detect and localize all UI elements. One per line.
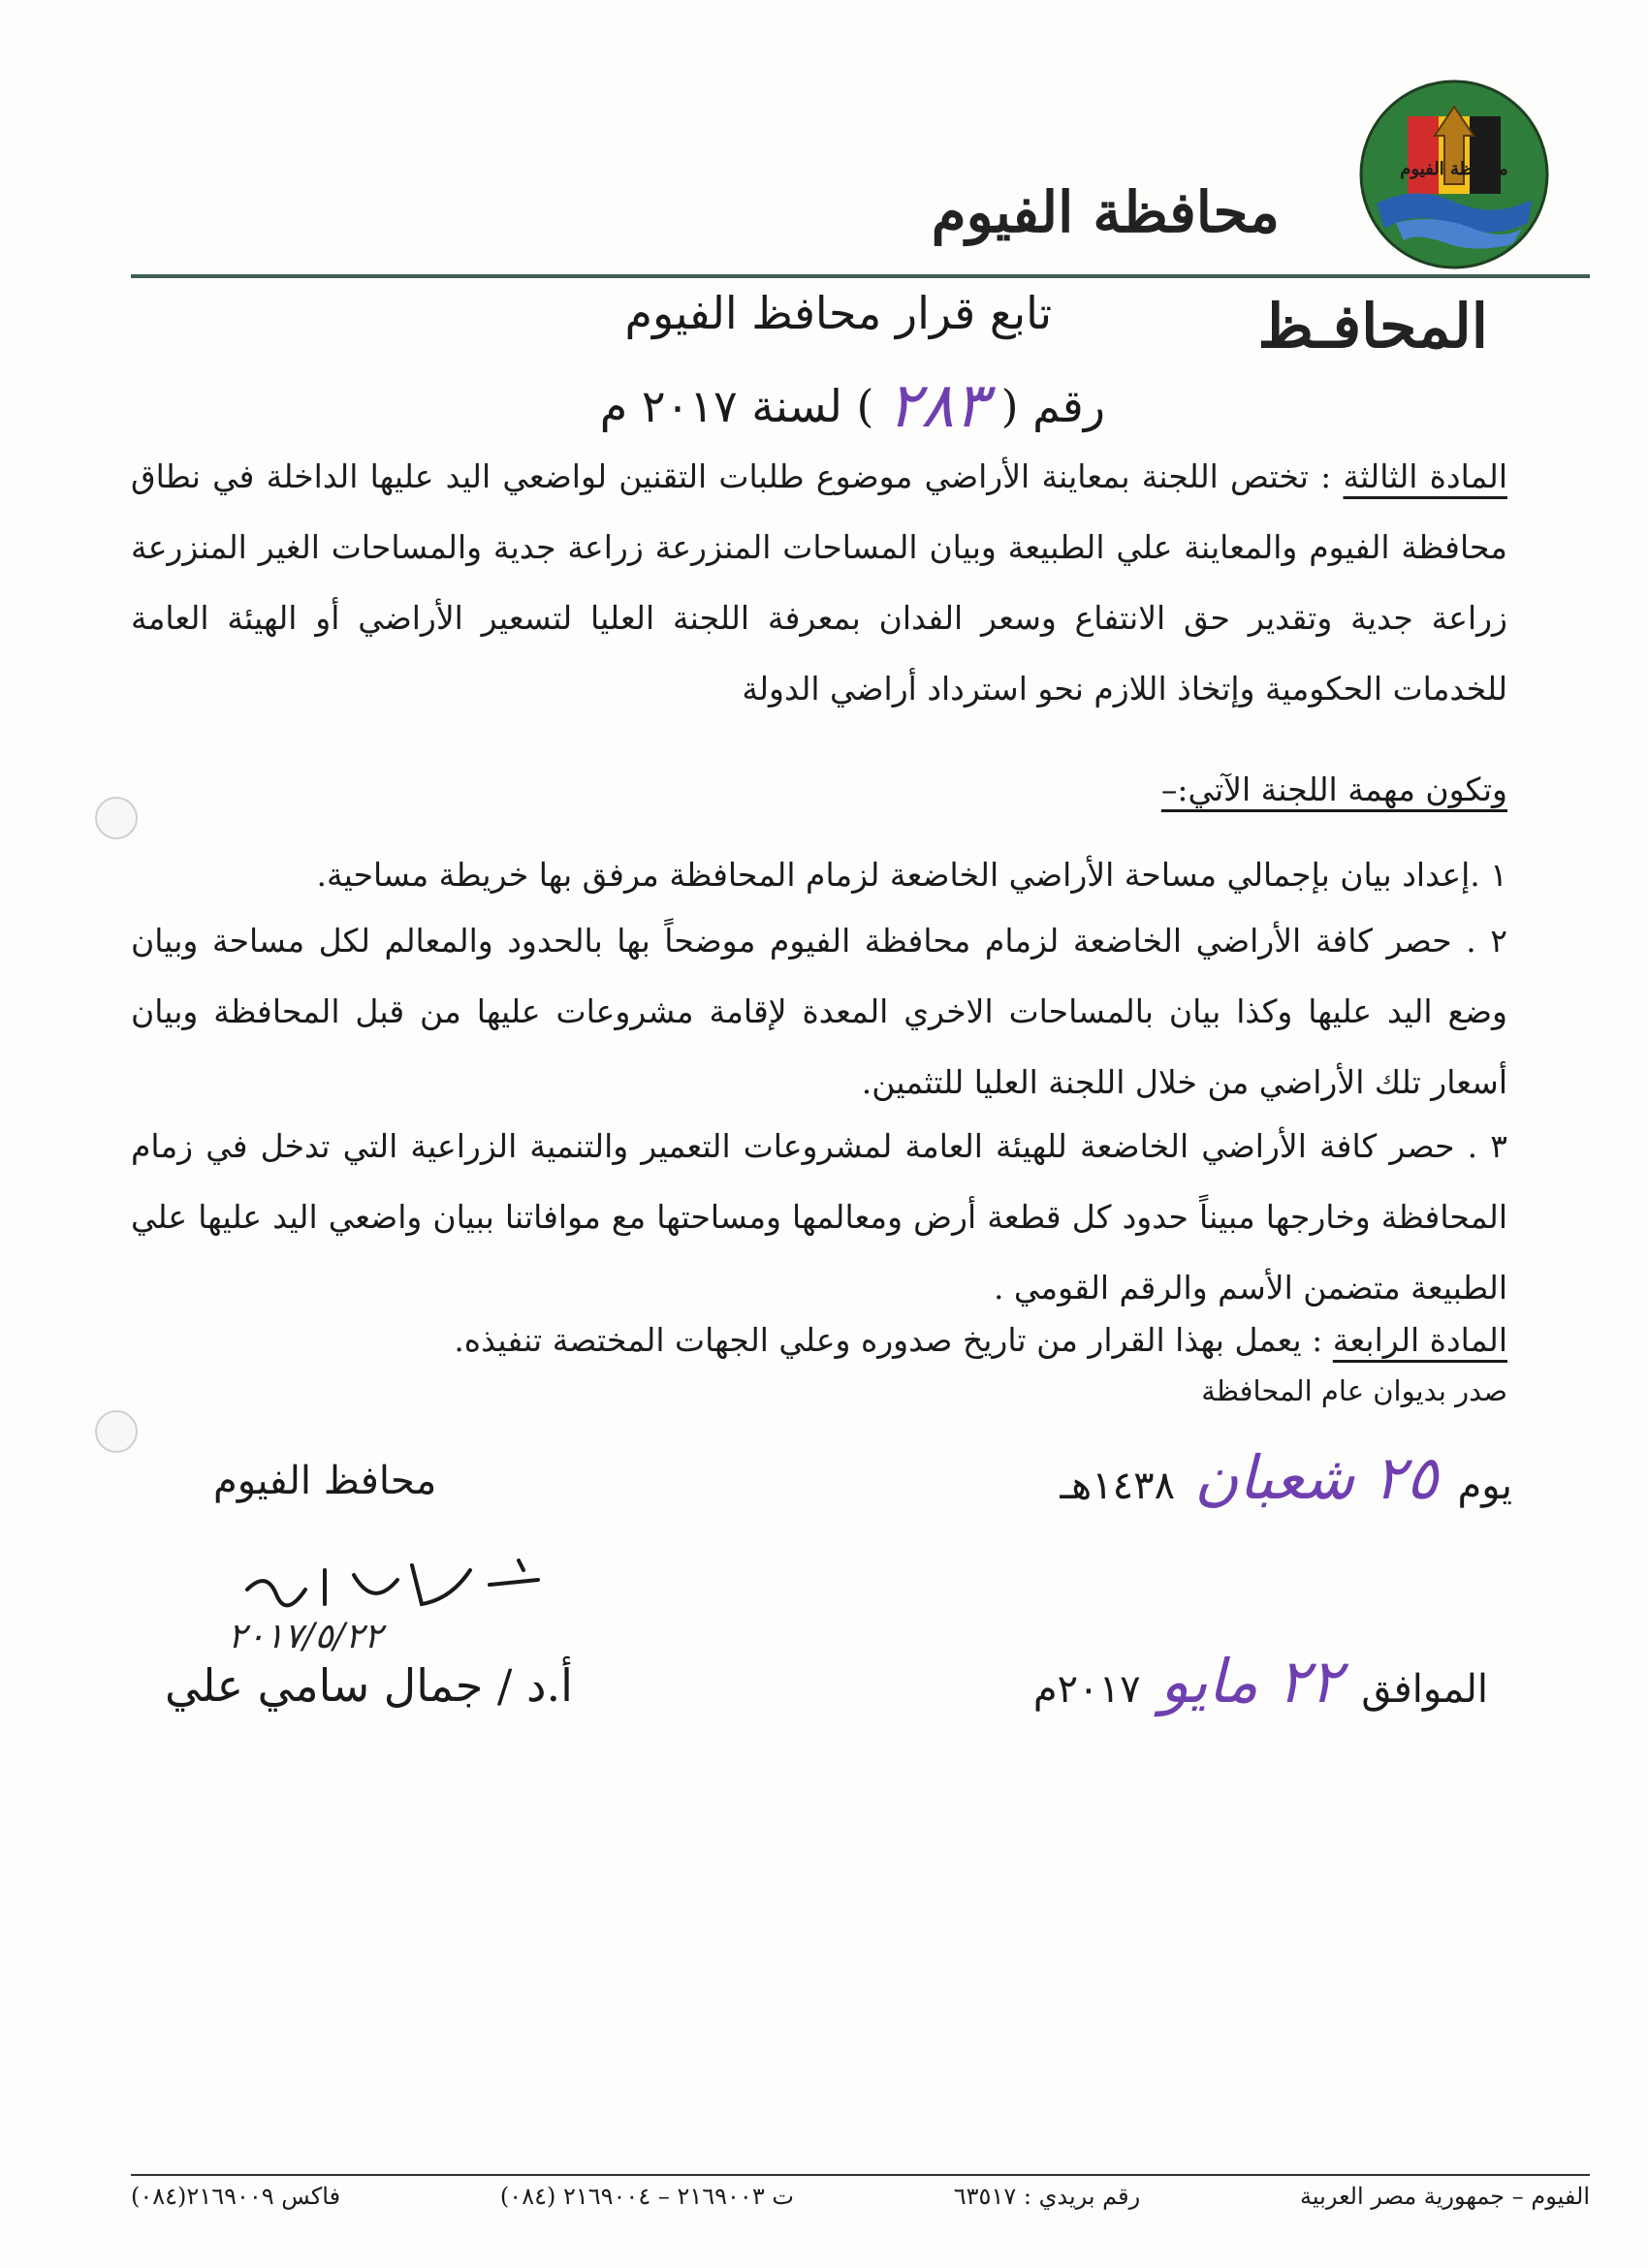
decision-number <box>600 370 1105 442</box>
hijri-year: ١٤٣٨هـ <box>1060 1464 1176 1508</box>
tasks-heading: وتكون مهمة اللجنة الآتي:– <box>1160 771 1507 808</box>
task-item-3: ٣ . حصر كافة الأراضي الخاضعة للهيئة العامة لمشروعات التعمير والتنمية الزراعية التي تدخل في زمام المحافظة وخارجها مبيناً حدود كل قطعة أرض ومعالمها ومساحتها مع موافاتنا ببيان واضعي اليد عليها علي الطبيعة متضمن الأسم والرقم القومي . <box>131 1127 1507 1307</box>
article-4 <box>131 1305 1507 1375</box>
footer-phones: ت ٢١٦٩٠٠٣ – ٢١٦٩٠٠٤ (٠٨٤) <box>499 2183 794 2210</box>
footer-divider <box>131 2174 1590 2176</box>
gregorian-label: الموافق <box>1361 1667 1488 1712</box>
hijri-date-handwritten: ٢٥ شعبان <box>1194 1442 1439 1513</box>
signature-date: ٢٠١٧/٥/٢٢ <box>228 1617 383 1656</box>
signatory-title: محافظ الفيوم <box>213 1459 437 1503</box>
punch-hole <box>95 1410 138 1453</box>
footer-fax: فاكس ٢١٦٩٠٠٩(٠٨٤) <box>131 2183 341 2210</box>
task-item-2: ٢ . حصر كافة الأراضي الخاضعة لزمام محافظة الفيوم موضحاً بها بالحدود والمعالم لكل مساحة وبيان وضع اليد عليها وكذا بيان بالمساحات الاخري المعدة لإقامة مشروعات عليها من قبل المحافظة وبيان أسعار تلك الأراضي من خلال اللجنة العليا للتثمين. <box>131 922 1507 1101</box>
logo-text: محافظة الفيوم <box>1400 159 1508 179</box>
governorate-logo-icon <box>1357 78 1551 271</box>
task-item-1: ١ .إعداد بيان بإجمالي مساحة الأراضي الخاضعة لزمام المحافظة مرفق بها خريطة مساحية. <box>316 856 1507 894</box>
article-3 <box>131 441 1507 724</box>
punch-hole <box>95 797 138 839</box>
gregorian-year: ٢٠١٧م <box>1032 1667 1141 1712</box>
number-suffix: ) لسنة ٢٠١٧ م <box>599 380 874 432</box>
day-label: يوم <box>1457 1464 1512 1508</box>
article-3-label: المادة الثالثة <box>1343 457 1507 495</box>
decision-title: تابع قرار محافظ الفيوم <box>624 287 1052 339</box>
number-prefix: رقم ( <box>1000 380 1105 432</box>
footer-address: الفيوم – جمهورية مصر العربية <box>1300 2183 1590 2210</box>
header-divider <box>131 274 1590 278</box>
governorate-name: محافظة الفيوم <box>931 179 1280 245</box>
footer <box>131 2183 1590 2210</box>
hijri-date <box>1060 1442 1512 1513</box>
article-4-text: : يعمل بهذا القرار من تاريخ صدوره وعلي الجهات المختصة تنفيذه. <box>454 1321 1323 1359</box>
footer-postal: رقم بريدي : ٦٣٥١٧ <box>953 2183 1141 2210</box>
gregorian-date <box>1033 1646 1488 1717</box>
gregorian-date-handwritten: ٢٢ مايو <box>1159 1646 1343 1717</box>
role-title: المحافـظ <box>1257 291 1488 362</box>
article-4-label: المادة الرابعة <box>1332 1321 1507 1359</box>
issued-at: صدر بديوان عام المحافظة <box>1201 1374 1507 1407</box>
signatory-name: أ.د / جمال سامي علي <box>165 1659 573 1712</box>
number-handwritten: ٢٨٣ <box>887 370 988 442</box>
article-3-text: : تختص اللجنة بمعاينة الأراضي موضوع طلبات التقنين لواضعي اليد عليها الداخلة في نطاق محافظة الفيوم والمعاينة علي الطبيعة وبيان المساحات المنزرعة زراعة جدية والمساحات الغير المنزرعة زراعة جدية وتقدير حق الانتفاع وسعر الفدان بمعرفة اللجنة العليا لتسعير الأراضي أو الهيئة العامة للخدمات الحكومية وإتخاذ اللازم نحو استرداد أراضي الدولة <box>131 457 1507 708</box>
